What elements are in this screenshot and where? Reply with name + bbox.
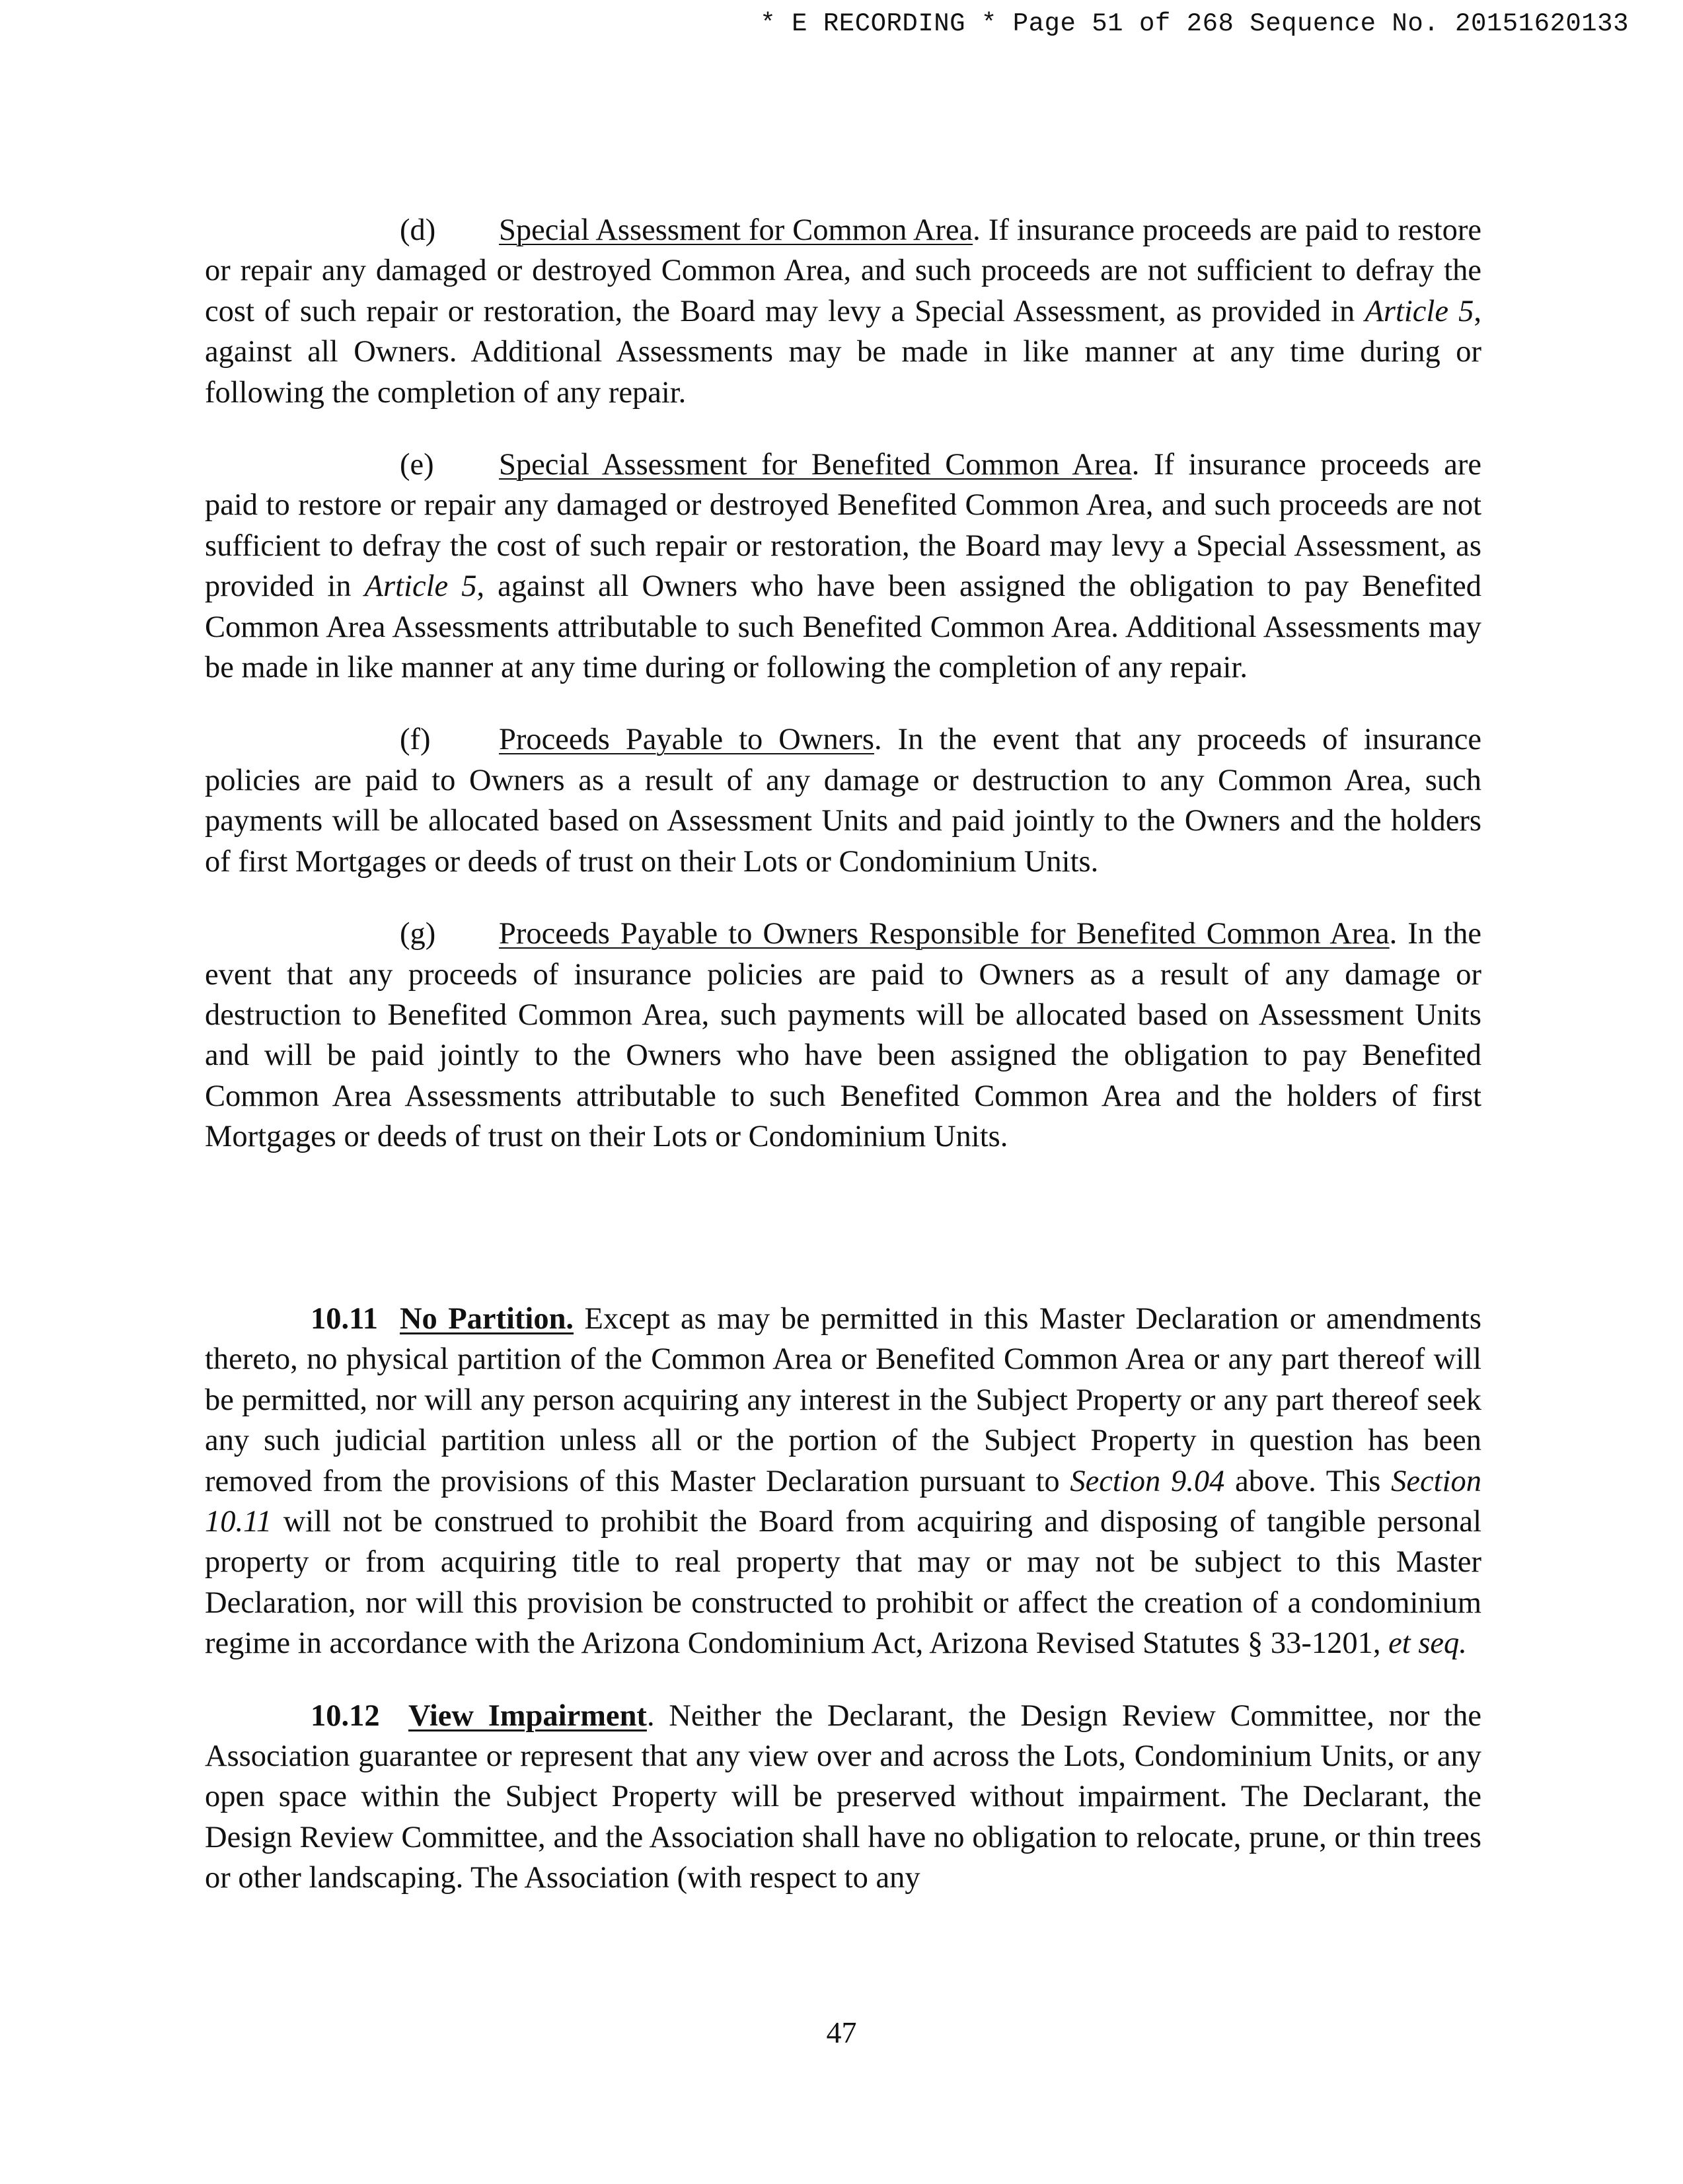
paragraph-text: . If insurance proceeds are paid to restore or repair any damaged or destroyed Common Area, and such proceeds are not sufficient to defray the cost of such repair or restoration, the Board may levy a Special Assessment, as provided in bbox=[205, 213, 1482, 328]
paragraph-label: (d) bbox=[400, 213, 436, 247]
article-reference: Article 5 bbox=[1365, 294, 1474, 328]
section-10-12 bbox=[205, 1696, 1481, 1899]
paragraph-heading: Special Assessment for Common Area bbox=[499, 213, 973, 247]
paragraph-label: (f) bbox=[400, 723, 431, 757]
paragraph-text: , against all Owners. Additional Assessments may be made in like manner at any time during or following the completion of any repair. bbox=[205, 294, 1481, 410]
section-10-11 bbox=[205, 1299, 1481, 1664]
paragraph-text: . In the event that any proceeds of insurance policies are paid to Owners as a result of any damage or destruction to Benefited Common Area, such payments will be allocated based on Assessment Units and will be paid jointly to the Owners who have been assigned the obligation to pay Benefited Common Area Assessments attributable to such Benefited Common Area and the holders of first Mortgages or deeds of trust on their Lots or Condominium Units. bbox=[205, 917, 1481, 1154]
sections-body bbox=[205, 1299, 1481, 1930]
section-heading: View Impairment bbox=[408, 1698, 647, 1733]
page-number: 47 bbox=[826, 2016, 857, 2049]
paragraph-heading: Proceeds Payable to Owners bbox=[499, 723, 874, 757]
section-text: Except as may be permitted in this Master Declaration or amendments thereto, no physical partition of the Common Area or Benefited Common Area or any part thereof will be permitted, nor will any person acquiring any interest in the Subject Property or any part thereof seek any such judicial partition unless all or the portion of the Subject Property in question has been removed from the provisions of this Master Declaration pursuant to bbox=[205, 1302, 1481, 1498]
section-number: 10.11 bbox=[311, 1302, 379, 1336]
section-text: above. This bbox=[1224, 1464, 1392, 1498]
section-text: will not be construed to prohibit the Board from acquiring and disposing of tangible personal property or from acquiring title to real property that may or may not be subject to this Master Declaration, nor will this provision be constructed to prohibit or affect the creation of a condominium regime in accordance with the Arizona Condominium Act, Arizona Revised Statutes § 33-1201, bbox=[205, 1505, 1481, 1661]
paragraph-label: (g) bbox=[400, 917, 436, 951]
paragraph-text: . In the event that any proceeds of insurance policies are paid to Owners as a result of any damage or destruction to any Common Area, such payments will be allocated based on Assessment Units and paid jointly to the Owners and the holders of first Mortgages or deeds of trust on their Lots or Condominium Units. bbox=[205, 723, 1481, 879]
section-number: 10.12 bbox=[311, 1698, 380, 1733]
section-reference: Section 9.04 bbox=[1070, 1464, 1225, 1498]
paragraph-heading: Special Assessment for Benefited Common Area bbox=[499, 448, 1132, 482]
section-text: . Neither the Declarant, the Design Review Committee, nor the Association guarantee or represent that any view over and across the Lots, Condominium Units, or any open space within the Subject Property will be preserved without impairment. The Declarant, the Design Review Committee, and the Association shall have no obligation to relocate, prune, or thin trees or other landscaping. The Association (with respect to any bbox=[205, 1698, 1482, 1895]
paragraph-label: (e) bbox=[400, 448, 434, 482]
section-reference: Section 10.11 bbox=[205, 1464, 1482, 1539]
paragraph-d bbox=[205, 210, 1481, 413]
recording-header: * E RECORDING * Page 51 of 268 Sequence No. 20151620133 bbox=[760, 9, 1629, 38]
paragraph-text: , against all Owners who have been assigned the obligation to pay Benefited Common Area Assessments attributable to such Benefited Common Area. Additional Assessments may be made in like manner at any time during or following the completion of any repair. bbox=[205, 569, 1481, 685]
article-reference: Article 5 bbox=[364, 569, 477, 604]
section-reference: et seq. bbox=[1388, 1626, 1467, 1661]
paragraph-e bbox=[205, 445, 1481, 688]
document-body bbox=[205, 210, 1481, 1189]
paragraph-text: . If insurance proceeds are paid to restore or repair any damaged or destroyed Benefited Common Area, and such proceeds are not sufficient to defray the cost of such repair or restoration, the Board may levy a Special Assessment, as provided in bbox=[205, 448, 1481, 604]
section-heading: No Partition. bbox=[399, 1302, 574, 1336]
paragraph-g bbox=[205, 914, 1481, 1157]
paragraph-heading: Proceeds Payable to Owners Responsible for Benefited Common Area bbox=[499, 917, 1390, 951]
paragraph-f bbox=[205, 719, 1481, 882]
